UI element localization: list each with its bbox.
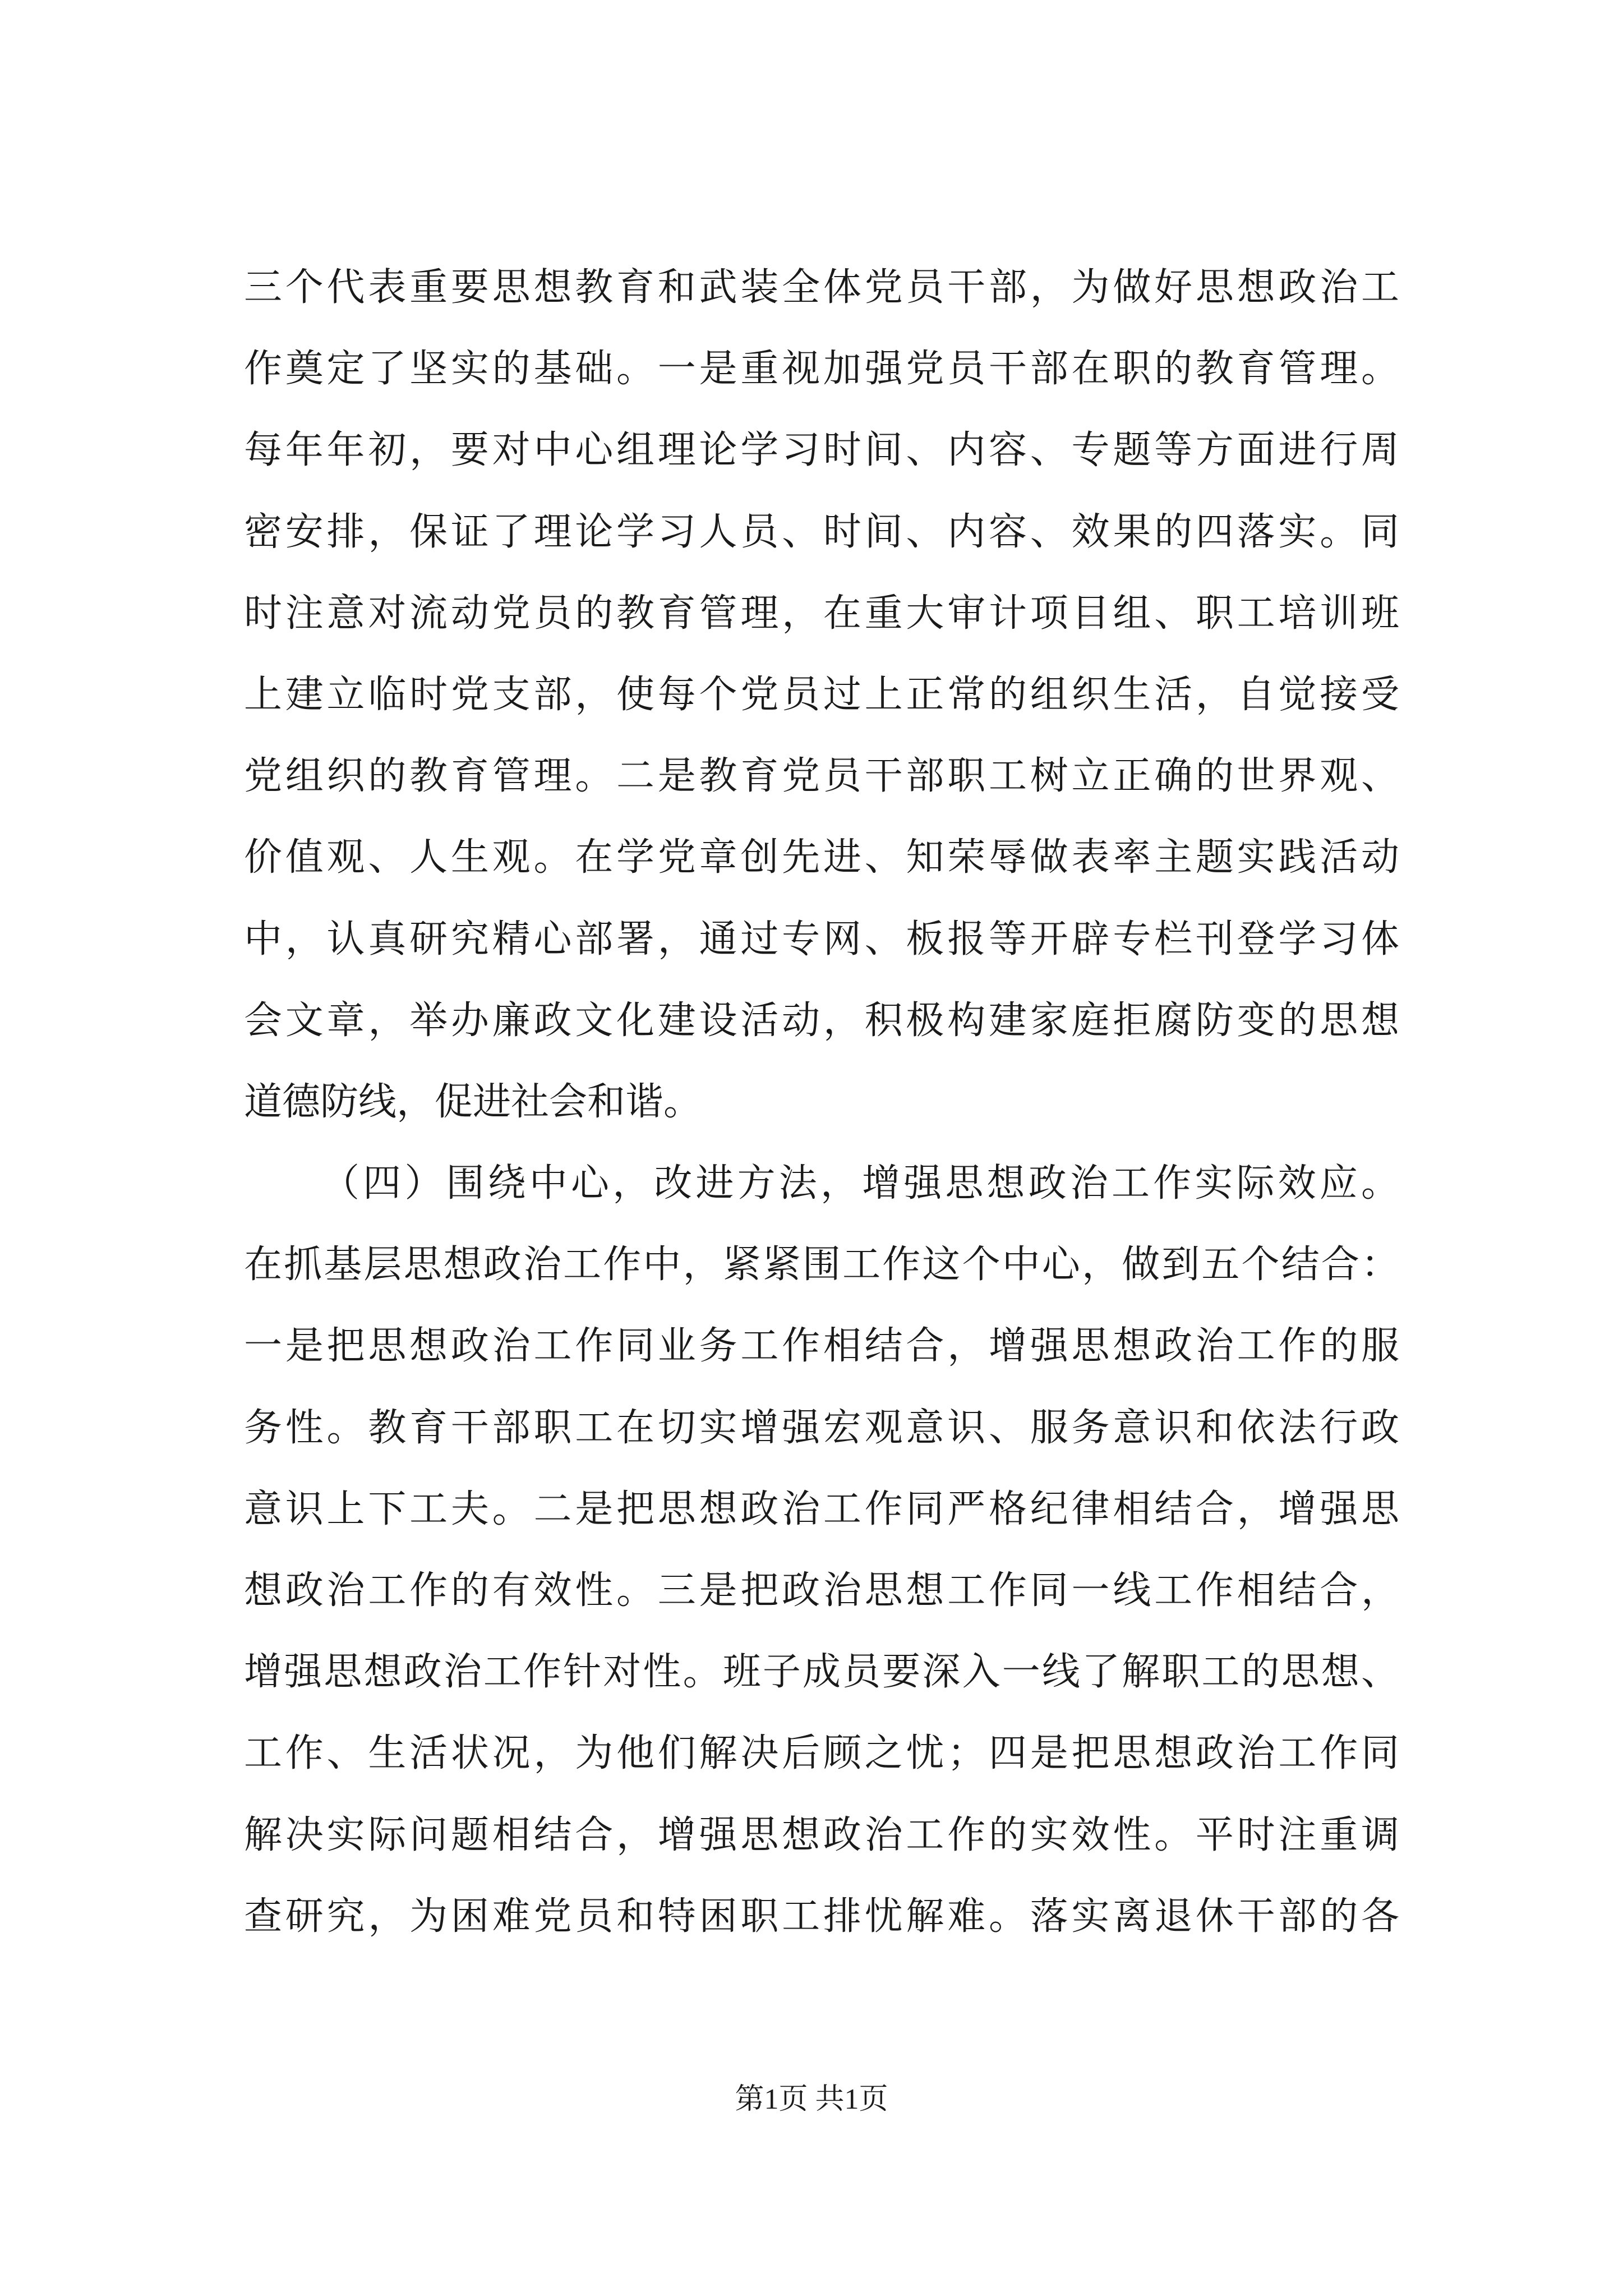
text-line: 三个代表重要思想教育和武装全体党员干部，为做好思想政治工 <box>244 265 1399 310</box>
text-line: 党组织的教育管理。二是教育党员干部职工树立正确的世界观、 <box>244 754 1399 799</box>
text-line: 在抓基层思想政治工作中，紧紧围工作这个中心，做到五个结合： <box>244 1243 1399 1287</box>
text-line: 务性。教育干部职工在切实增强宏观意识、服务意识和依法行政 <box>244 1405 1399 1450</box>
page-number-footer: 第1页 共1页 <box>735 2083 888 2115</box>
text-line: 道德防线，促进社会和谐。 <box>244 1079 702 1124</box>
text-line: 作奠定了坚实的基础。一是重视加强党员干部在职的教育管理。 <box>244 347 1399 392</box>
text-line: 想政治工作的有效性。三是把政治思想工作同一线工作相结合， <box>244 1568 1399 1613</box>
text-line: 查研究，为困难党员和特困职工排忧解难。落实离退休干部的各 <box>244 1894 1399 1939</box>
body-text <box>244 247 1399 1957</box>
text-line: 会文章，举办廉政文化建设活动，积极构建家庭拒腐防变的思想 <box>244 998 1399 1043</box>
text-line: 每年年初，要对中心组理论学习时间、内容、专题等方面进行周 <box>244 428 1399 473</box>
text-line: 时注意对流动党员的教育管理，在重大审计项目组、职工培训班 <box>244 591 1399 636</box>
text-line: 密安排，保证了理论学习人员、时间、内容、效果的四落实。同 <box>244 509 1399 554</box>
text-line: 中，认真研究精心部署，通过专网、板报等开辟专栏刊登学习体 <box>244 917 1399 961</box>
section-heading-line: （四）围绕中心，改进方法，增强思想政治工作实际效应。 <box>321 1161 1399 1206</box>
text-line: 工作、生活状况，为他们解决后顾之忧；四是把思想政治工作同 <box>244 1731 1399 1776</box>
text-line: 价值观、人生观。在学党章创先进、知荣辱做表率主题实践活动 <box>244 835 1399 880</box>
text-line: 意识上下工夫。二是把思想政治工作同严格纪律相结合，增强思 <box>244 1487 1399 1531</box>
text-line: 解决实际问题相结合，增强思想政治工作的实效性。平时注重调 <box>244 1812 1399 1857</box>
text-line: 一是把思想政治工作同业务工作相结合，增强思想政治工作的服 <box>244 1324 1399 1369</box>
text-line: 上建立临时党支部，使每个党员过上正常的组织生活，自觉接受 <box>244 672 1399 717</box>
text-line: 增强思想政治工作针对性。班子成员要深入一线了解职工的思想、 <box>244 1650 1399 1695</box>
